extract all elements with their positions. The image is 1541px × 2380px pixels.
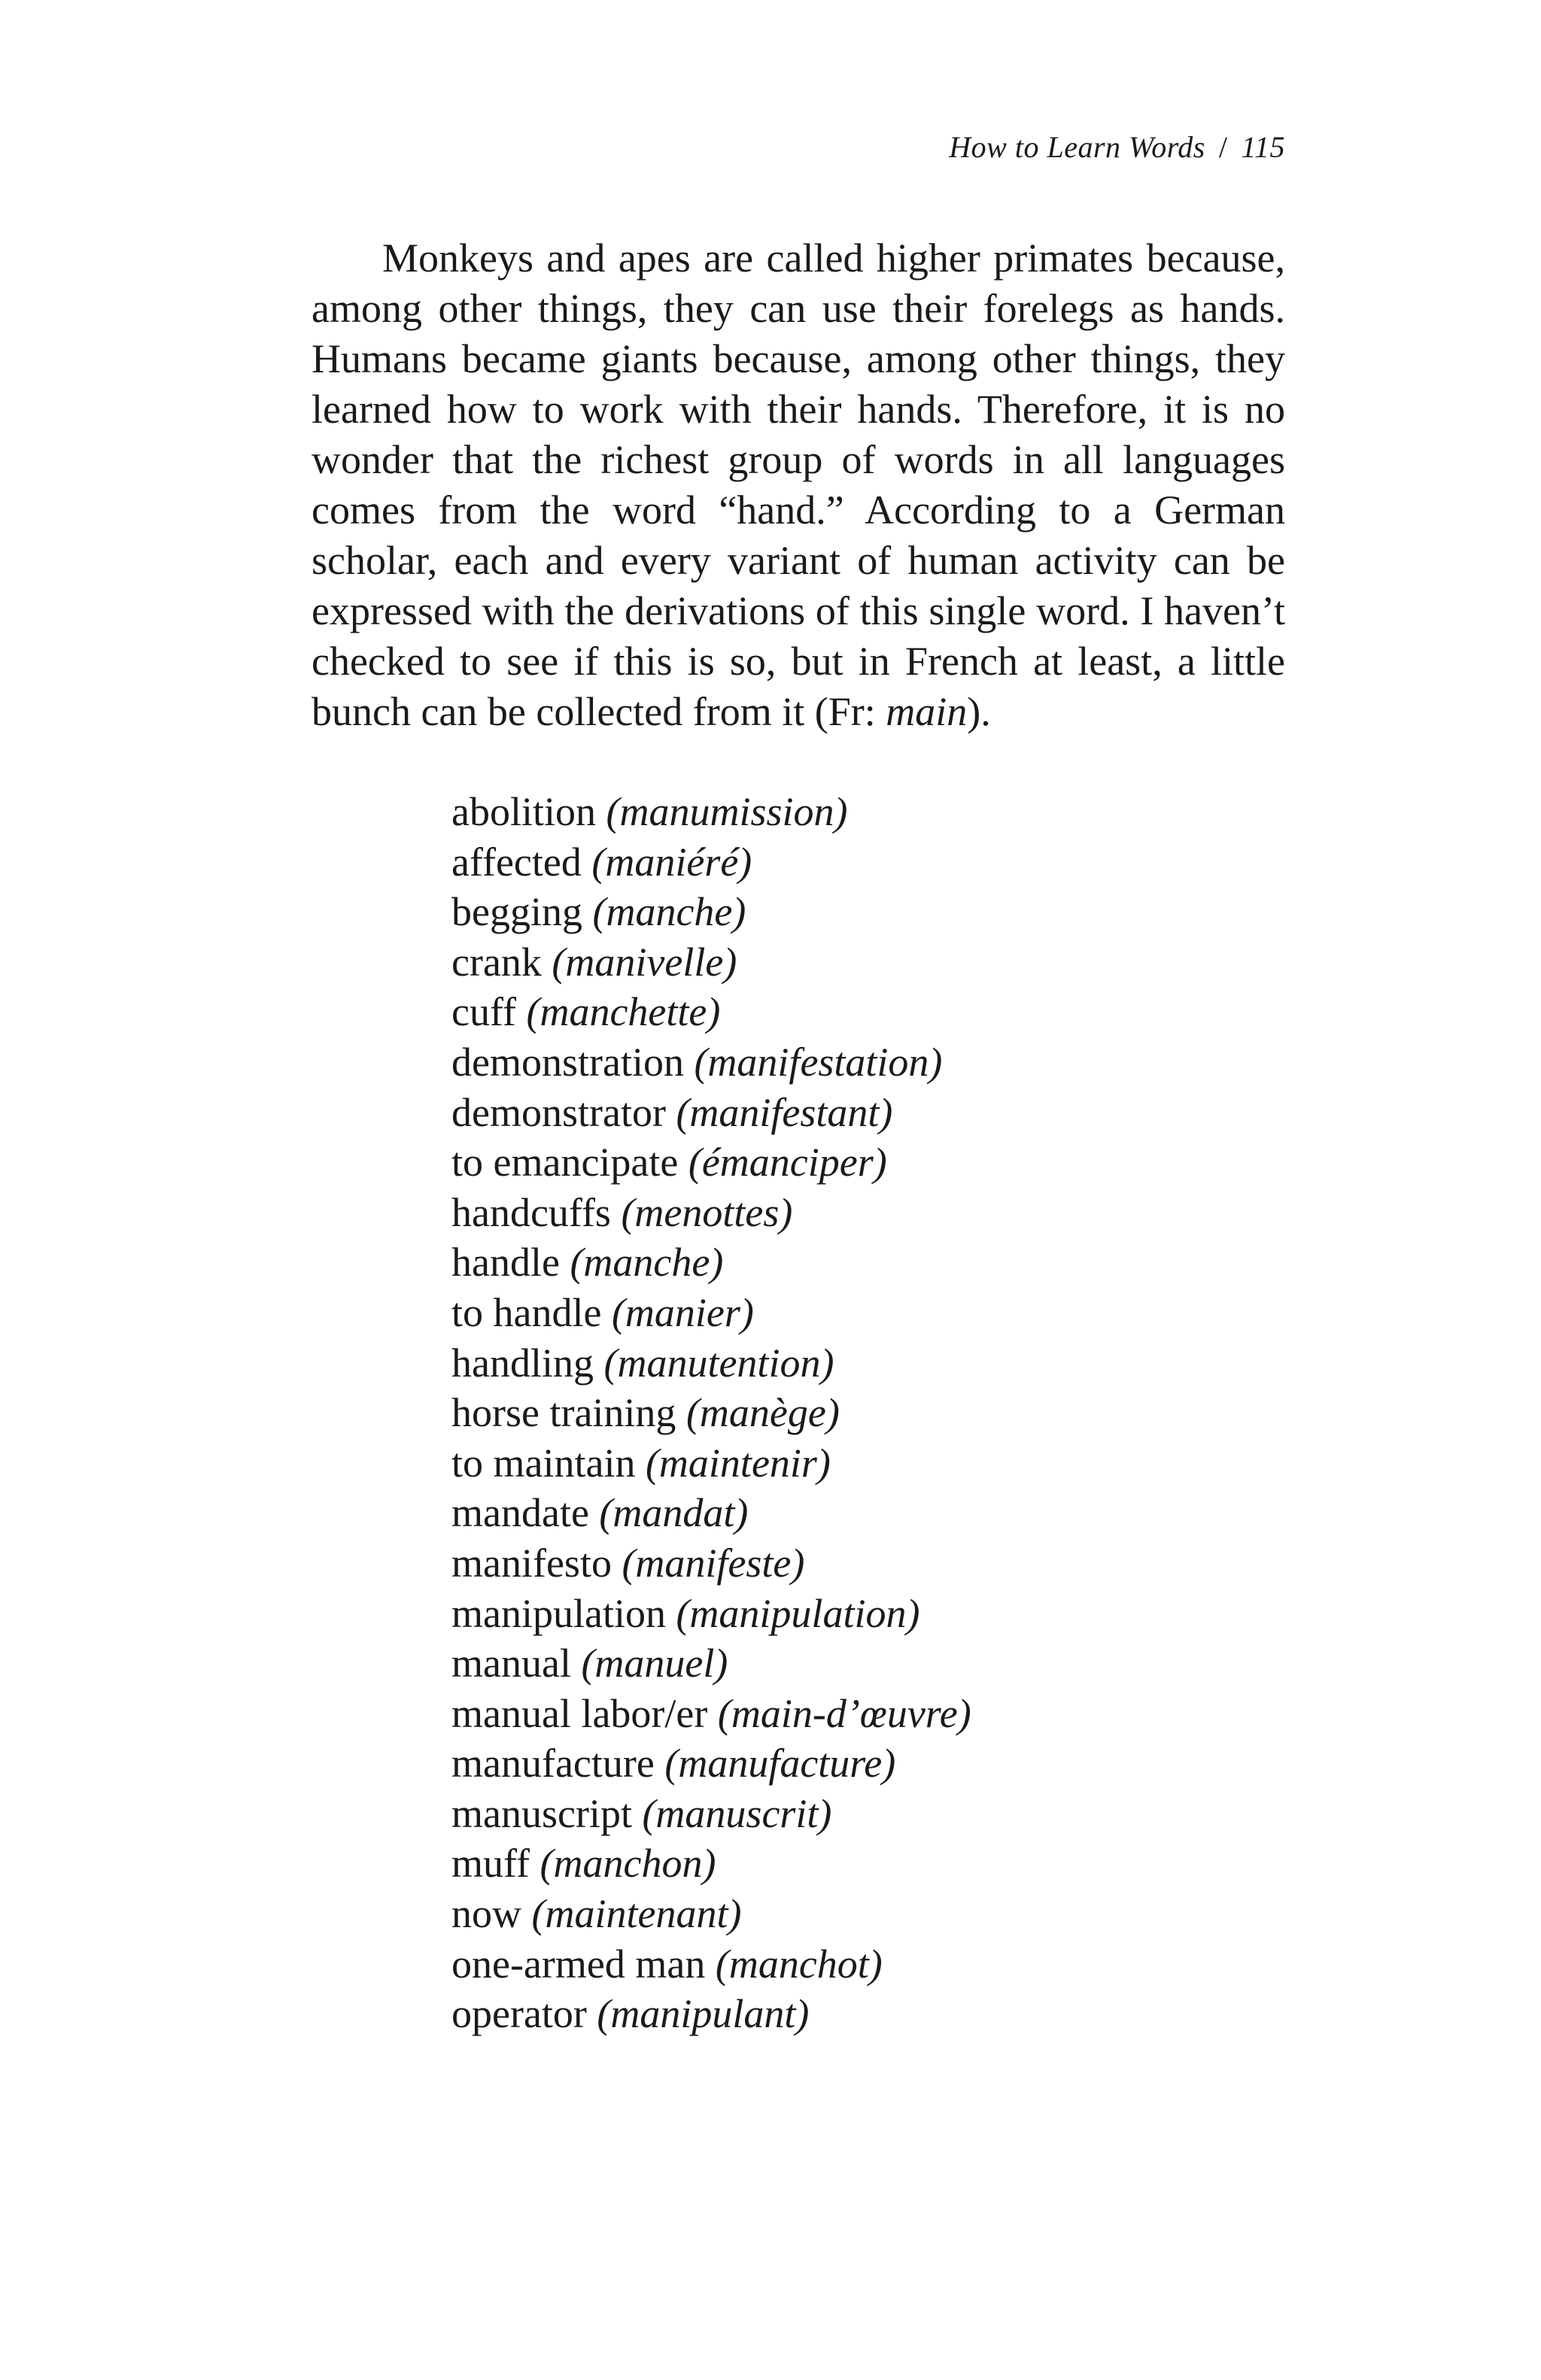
- word-list-item: [451, 1037, 971, 1088]
- word-list-item: [451, 1088, 971, 1138]
- word-list-item: [451, 1188, 971, 1238]
- french-word: (manifestant): [676, 1089, 893, 1135]
- english-word: muff: [451, 1841, 530, 1887]
- word-list-item: [451, 787, 971, 837]
- word-list-item: [451, 1338, 971, 1389]
- word-list-item: [451, 887, 971, 937]
- word-list-item: [451, 1939, 971, 1990]
- word-list-item: [451, 1388, 971, 1438]
- word-list-item: [451, 1738, 971, 1789]
- paragraph-italic-word: main: [886, 689, 968, 734]
- french-word: (manchot): [715, 1941, 883, 1987]
- running-head: [949, 129, 1285, 165]
- french-word: (manuscrit): [642, 1790, 832, 1836]
- french-word: (manumission): [606, 789, 848, 834]
- paragraph-text-end: ).: [967, 689, 991, 734]
- word-list-item: [451, 937, 971, 988]
- english-word: to maintain: [451, 1440, 636, 1486]
- word-list: [451, 787, 971, 2039]
- english-word: now: [451, 1891, 521, 1937]
- word-list-item: [451, 987, 971, 1037]
- french-word: (manche): [570, 1240, 724, 1286]
- word-list-item: [451, 1438, 971, 1489]
- english-word: to emancipate: [451, 1140, 679, 1185]
- french-word: (manufacture): [664, 1741, 896, 1787]
- page-number: 115: [1241, 130, 1285, 164]
- word-list-item: [451, 1889, 971, 1939]
- paragraph-text: Monkeys and apes are called higher primates because, among other things, they can use their forelegs as hands. Humans became giants because, among other things, they learned how to work with their hands. Therefore, it is no wonder that the richest group of words in all languages comes from the word “hand.” According to a German scholar, each and every variant of human activity can be expressed with the derivations of this single word. I haven’t checked to see if this is so, but in French at least, a little bunch can be collected from it (Fr:: [312, 235, 1285, 734]
- english-word: handling: [451, 1340, 594, 1386]
- french-word: (manier): [611, 1289, 754, 1335]
- english-word: cuff: [451, 989, 516, 1035]
- english-word: demonstration: [451, 1039, 684, 1085]
- english-word: handle: [451, 1240, 560, 1286]
- word-list-item: [451, 1689, 971, 1739]
- word-list-item: [451, 1488, 971, 1538]
- running-head-separator: /: [1218, 130, 1228, 164]
- french-word: (émanciper): [688, 1140, 887, 1185]
- french-word: (manifeste): [622, 1540, 805, 1586]
- french-word: (manchon): [540, 1841, 716, 1887]
- french-word: (menottes): [621, 1189, 793, 1235]
- french-word: (manchette): [526, 989, 721, 1035]
- english-word: manual: [451, 1641, 571, 1686]
- french-word: (manche): [592, 889, 746, 935]
- word-list-item: [451, 1589, 971, 1639]
- english-word: manual labor/er: [451, 1690, 708, 1736]
- word-list-item: [451, 1237, 971, 1288]
- english-word: to handle: [451, 1289, 602, 1335]
- word-list-item: [451, 1638, 971, 1689]
- french-word: (manipulant): [597, 1991, 810, 2037]
- english-word: horse training: [451, 1390, 676, 1436]
- french-word: (manutention): [603, 1340, 834, 1386]
- english-word: manufacture: [451, 1741, 655, 1787]
- word-list-item: [451, 1288, 971, 1338]
- french-word: (main-d’œuvre): [717, 1690, 971, 1736]
- body-paragraph: [312, 233, 1285, 737]
- paragraph: [312, 233, 1285, 737]
- french-word: (manège): [685, 1390, 840, 1436]
- english-word: manuscript: [451, 1790, 632, 1836]
- word-list-item: [451, 1137, 971, 1188]
- english-word: operator: [451, 1991, 587, 2037]
- french-word: (mandat): [599, 1490, 749, 1536]
- french-word: (maintenant): [531, 1891, 742, 1937]
- french-word: (manuel): [581, 1641, 728, 1686]
- word-list-item: [451, 1989, 971, 2039]
- word-list-item: [451, 837, 971, 888]
- french-word: (maniéré): [591, 839, 752, 885]
- word-list-item: [451, 1838, 971, 1889]
- english-word: handcuffs: [451, 1189, 611, 1235]
- french-word: (manipulation): [676, 1590, 920, 1636]
- word-list-item: [451, 1538, 971, 1589]
- english-word: affected: [451, 839, 582, 885]
- english-word: demonstrator: [451, 1089, 666, 1135]
- english-word: one-armed man: [451, 1941, 706, 1987]
- english-word: abolition: [451, 789, 596, 834]
- running-head-title: How to Learn Words: [949, 130, 1205, 164]
- english-word: manipulation: [451, 1590, 666, 1636]
- english-word: begging: [451, 889, 582, 935]
- english-word: manifesto: [451, 1540, 612, 1586]
- english-word: mandate: [451, 1490, 589, 1536]
- french-word: (manivelle): [552, 939, 737, 985]
- french-word: (maintenir): [645, 1440, 831, 1486]
- french-word: (manifestation): [694, 1039, 943, 1085]
- english-word: crank: [451, 939, 542, 985]
- word-list-item: [451, 1789, 971, 1839]
